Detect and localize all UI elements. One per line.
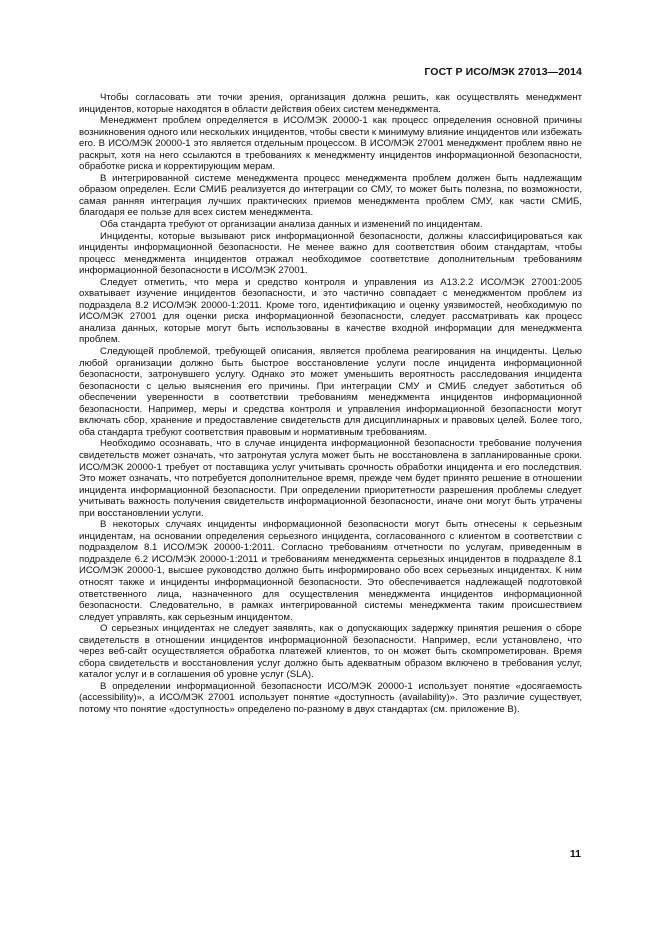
paragraph: Оба стандарта требуют от организации анализа данных и изменений по инцидентам. — [100, 219, 483, 231]
page-number: 11 — [569, 848, 581, 860]
paragraph: Следующей проблемой, требующей описания, является проблема реагирования на инциденты. Целью любой организации должно быть быстрое восстановление услуги после инцидента информационной безопасности, затронувшего услугу. Однако это может уменьшить вероятность расследования инцидента безопасности с целью выяснения его причины. При интеграции СМУ и СМИБ следует заботиться об обеспечении уверенности в соответствии требованиям менеджмента инцидентов информационной безопасности. Например, меры и средства контроля и управления информационной безопасности могут включать сбор, хранение и предоставление свидетельств для дисциплинарных и правовых целей. Более того, оба стандарта требуют соответствия правовым и нормативным требованиям. — [79, 346, 582, 438]
paragraph: Необходимо осознавать, что в случае инцидента информационной безопасности требование получения свидетельств может означать, что затронутая услуга может быть не восстановлена в запланированные сроки. ИСО/МЭК 20000-1 требует от поставщика услуг учитывать срочность обработки инцидента и его последствия. Это может означать, что потребуется дополнительное время, прежде чем будет принято решение в отношении инцидента информационной безопасности. При определении приоритетности разрешения проблемы следует учитывать важность получения свидетельств информационной безопасности, иначе они могут быть утрачены при восстановлении услуги. — [79, 438, 582, 519]
paragraph: Следует отметить, что мера и средство контроля и управления из А13.2.2 ИСО/МЭК 27001:2005 охватывает изучение инцидентов безопасности, и это частично совпадает с менеджментом проблем из подраздела 8.2 ИСО/МЭК 20000-1:2011. Кроме того, идентификацию и оценку уязвимостей, необходимую по ИСО/МЭК 27001 для оценки риска информационной безопасности, следует рассматривать как процесс анализа данных, которые могут быть использованы в качестве входной информации для менеджмента проблем. — [79, 276, 582, 346]
body-text — [79, 92, 582, 716]
paragraph: Менеджмент проблем определяется в ИСО/МЭК 20000-1 как процесс определения основной причины возникновения одного или нескольких инцидентов, чтобы свести к минимуму влияние инцидентов или избежать его. В ИСО/МЭК 20000-1 это является отдельным процессом. В ИСО/МЭК 27001 менеджмент проблем явно не раскрыт, хотя на него ссылаются в требованиях к менеджменту инцидентов информационной безопасности, обработке риска и корректирующим мерам. — [79, 115, 582, 173]
paragraph: Чтобы согласовать эти точки зрения, организация должна решить, как осуществлять менеджмент инцидентов, которые находятся в области действия обеих систем менеджмента. — [79, 92, 582, 115]
paragraph: Инциденты, которые вызывают риск информационной безопасности, должны классифицироваться как инциденты информационной безопасности. Не менее важно для соответствия обоим стандартам, чтобы процесс менеджмента инцидентов отражал необходимое соответствие дополнительным требованиям информационной безопасности в ИСО/МЭК 27001. — [79, 230, 582, 277]
standard-header: ГОСТ Р ИСО/МЭК 27013—2014 — [424, 66, 582, 78]
paragraph: О серьезных инцидентах не следует заявлять, как о допускающих задержку принятия решения о сборе свидетельств в отношении инцидентов информационной безопасности. Например, если установлено, что через веб-сайт осуществляется обработка платежей клиентов, то он может быть скомпрометирован. Время сбора свидетельств и восстановления услуг должно быть адекватным образом включено в требования услуг, каталог услуг и в соглашения об уровне услуг (SLA). — [79, 623, 582, 681]
paragraph: В интегрированной системе менеджмента процесс менеджмента проблем должен быть надлежащим образом определен. Если СМИБ реализуется до интеграции со СМУ, то может быть полезна, по возможности, самая ранняя интеграция лучших практических приемов менеджмента проблем СМУ, как части СМИБ, благодаря ее пользе для всех систем менеджмента. — [79, 172, 582, 219]
paragraph: В определении информационной безопасности ИСО/МЭК 20000-1 использует понятие «досягаемость (accessibility)», а ИСО/МЭК 27001 использует понятие «доступность (availability)». Это различие существует, потому что понятие «доступность» определено по-разному в двух стандартах (см. приложение В). — [79, 680, 582, 715]
paragraph: В некоторых случаях инциденты информационной безопасности могут быть отнесены к серьезным инцидентам, на основании определения серьезного инцидента, согласованного с клиентом в соответствии с подразделом 8.1 ИСО/МЭК 20000-1:2011. Согласно требованиям отчетности по услугам, приведенным в подразделе 6.2 ИСО/МЭК 20000-1:2011 и требованиям менеджмента серьезных инцидентов в подразделе 8.1 ИСО/МЭК 20000-1, высшее руководство должно быть информировано обо всех серьезных инцидентах. К ним относят также и инциденты информационной безопасности. Это обеспечивается надлежащей подготовкой ответственного лица, назначенного для осуществления менеджмента инцидентов информационной безопасности. Следовательно, в рамках интегрированной системы менеджмента таким происшествием следует управлять, как серьезным инцидентом. — [79, 519, 582, 623]
